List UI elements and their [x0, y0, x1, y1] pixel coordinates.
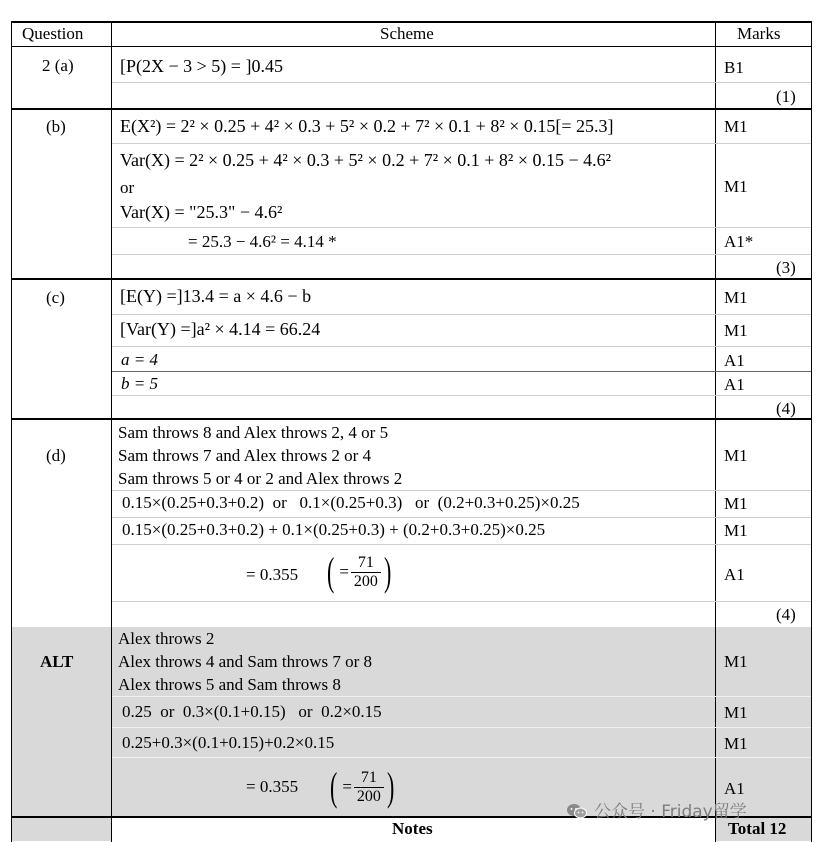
total-a: (1) — [776, 87, 796, 106]
scheme-a-line: [P(2X − 3 > 5) = ]0.45 — [120, 56, 283, 76]
scheme-b-line1: E(X²) = 2² × 0.25 + 4² × 0.3 + 5² × 0.2 + 7² × 0.1 + 8² × 0.15[= 25.3] — [120, 116, 614, 136]
header-question: Question — [22, 24, 84, 43]
mark-alt2: M1 — [724, 703, 748, 722]
footer-notes: Notes — [392, 819, 433, 838]
header-bottom-border — [11, 46, 812, 47]
question-label-c: (c) — [46, 288, 65, 307]
mark-d4: A1 — [724, 565, 745, 584]
scheme-b-line2a: Var(X) = 2² × 0.25 + 4² × 0.3 + 5² × 0.2 + 7² × 0.1 + 8² × 0.15 − 4.6² — [120, 150, 612, 170]
row-line — [112, 727, 811, 728]
question-label-alt: ALT — [40, 652, 74, 671]
row-line — [112, 314, 811, 315]
scheme-alt-result: = 0.355 — [246, 777, 299, 796]
column-divider-2 — [715, 21, 716, 842]
row-line — [112, 395, 811, 396]
fraction — [354, 769, 384, 806]
mark-d3: M1 — [724, 521, 748, 540]
scheme-alt-line3: 0.25+0.3×(0.1+0.15)+0.2×0.15 — [122, 733, 335, 752]
row-line — [112, 544, 811, 545]
mark-alt4: A1 — [724, 779, 745, 798]
row-line — [112, 371, 811, 372]
column-divider-1 — [111, 21, 112, 842]
row-line — [112, 490, 811, 491]
scheme-d-fraction — [324, 545, 394, 599]
scheme-d-text1: Sam throws 8 and Alex throws 2, 4 or 5 — [118, 423, 389, 442]
sep-a-b — [11, 108, 812, 110]
mark-alt1: M1 — [724, 652, 748, 671]
total-d: (4) — [776, 605, 796, 624]
scheme-alt-fraction — [327, 760, 397, 814]
fraction-numerator: 71 — [354, 769, 384, 788]
scheme-alt-text1: Alex throws 2 — [118, 629, 215, 648]
scheme-c-line2: [Var(Y) =]a² × 4.14 = 66.24 — [120, 319, 321, 339]
scheme-d-text2: Sam throws 7 and Alex throws 2 or 4 — [118, 446, 372, 465]
fraction-numerator: 71 — [351, 554, 381, 573]
scheme-d-line2: 0.15×(0.25+0.3+0.2) or 0.1×(0.25+0.3) or (0.2+0.3+0.25)×0.25 — [122, 493, 580, 512]
frac-equals: = — [339, 562, 349, 581]
total-c: (4) — [776, 399, 796, 418]
mark-b1: M1 — [724, 117, 748, 136]
row-line — [112, 346, 811, 347]
mark-c2: M1 — [724, 321, 748, 340]
row-line — [112, 696, 811, 697]
question-label-b: (b) — [46, 117, 66, 136]
watermark-text: 公众号 · Friday留学 — [594, 802, 747, 822]
scheme-alt-text2: Alex throws 4 and Sam throws 7 or 8 — [118, 652, 373, 671]
row-line — [112, 227, 811, 228]
watermark — [566, 797, 747, 822]
scheme-b-line2c: Var(X) = "25.3" − 4.6² — [120, 202, 283, 222]
header-scheme: Scheme — [380, 24, 434, 43]
scheme-d-result: = 0.355 — [246, 565, 299, 584]
mark-c3: A1 — [724, 351, 745, 370]
fraction-denominator: 200 — [353, 572, 378, 590]
footer-total: Total 12 — [728, 819, 787, 838]
scheme-c-line3: a = 4 — [121, 350, 158, 369]
row-line — [112, 757, 811, 758]
table-right-border — [811, 21, 812, 842]
row-line — [112, 143, 811, 144]
wechat-icon — [566, 803, 588, 819]
mark-c4: A1 — [724, 375, 745, 394]
mark-b2: M1 — [724, 177, 748, 196]
scheme-b-line3: = 25.3 − 4.6² = 4.14 * — [188, 232, 337, 251]
question-label-a: 2 (a) — [42, 56, 74, 75]
mark-c1: M1 — [724, 288, 748, 307]
mark-d1: M1 — [724, 446, 748, 465]
fraction — [351, 554, 381, 591]
row-line — [112, 601, 811, 602]
question-label-d: (d) — [46, 446, 66, 465]
mark-b3: A1* — [724, 232, 754, 251]
scheme-b-line2b: or — [120, 178, 135, 197]
scheme-alt-line2: 0.25 or 0.3×(0.1+0.15) or 0.2×0.15 — [122, 702, 382, 721]
table-left-border — [11, 21, 12, 842]
row-line — [112, 254, 811, 255]
paren-right-icon: ) — [386, 764, 395, 809]
sep-c-d — [11, 418, 812, 420]
row-line — [112, 517, 811, 518]
table-top-border — [11, 21, 812, 23]
scheme-c-line4: b = 5 — [121, 374, 158, 393]
mark-alt3: M1 — [724, 734, 748, 753]
mark-d2: M1 — [724, 494, 748, 513]
sep-b-c — [11, 278, 812, 280]
row-line — [112, 82, 811, 83]
scheme-alt-text3: Alex throws 5 and Sam throws 8 — [118, 675, 341, 694]
scheme-d-line3: 0.15×(0.25+0.3+0.2) + 0.1×(0.25+0.3) + (0.2+0.3+0.25)×0.25 — [122, 520, 546, 539]
total-b: (3) — [776, 258, 796, 277]
paren-left-icon: ( — [329, 764, 338, 809]
paren-right-icon: ) — [383, 549, 392, 594]
header-marks: Marks — [737, 24, 781, 43]
scheme-c-line1: [E(Y) =]13.4 = a × 4.6 − b — [120, 286, 312, 306]
fraction-denominator: 200 — [356, 787, 381, 805]
footer-shade-left — [12, 817, 111, 841]
frac-equals: = — [342, 777, 352, 796]
paren-left-icon: ( — [326, 549, 335, 594]
mark-a: B1 — [724, 58, 744, 77]
scheme-d-text3: Sam throws 5 or 4 or 2 and Alex throws 2 — [118, 469, 403, 488]
